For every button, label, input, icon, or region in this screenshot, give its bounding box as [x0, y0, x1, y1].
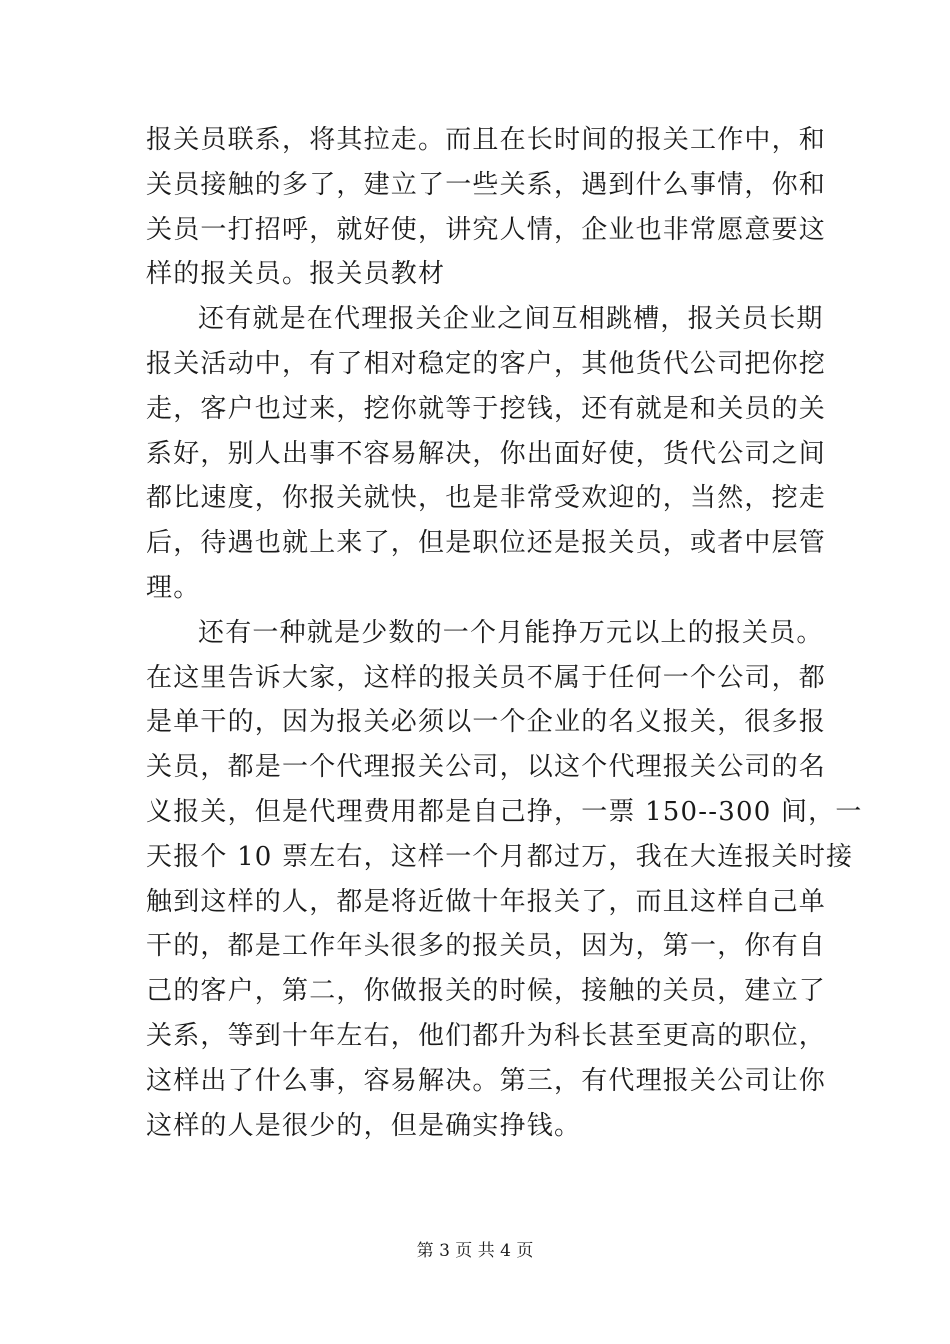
text-line: 关员接触的多了，建立了一些关系，遇到什么事情，你和	[146, 169, 827, 200]
text-line: 理。	[146, 572, 201, 603]
text-line: 是单干的，因为报关必须以一个企业的名义报关，很多报	[146, 707, 827, 738]
text-line: 关员一打招呼，就好使，讲究人情，企业也非常愿意要这	[146, 214, 827, 245]
text-line: 报关活动中，有了相对稳定的客户，其他货代公司把你挖	[146, 348, 827, 379]
paragraph-2	[146, 297, 827, 611]
text-line: 还有就是在代理报关企业之间互相跳槽，报关员长期	[198, 304, 824, 335]
text-line: 都比速度，你报关就快，也是非常受欢迎的，当然，挖走	[146, 483, 827, 514]
text-line: 样的报关员。报关员教材	[146, 259, 446, 290]
document-body	[146, 118, 863, 1148]
paragraph-3	[146, 611, 863, 1149]
text-line: 在这里告诉大家，这样的报关员不属于任何一个公司，都	[146, 662, 827, 693]
text-line: 干的，都是工作年头很多的报关员，因为，第一，你有自	[146, 931, 827, 962]
text-line: 义报关，但是代理费用都是自己挣，一票 150--300 间，一	[146, 796, 863, 827]
text-line: 关系，等到十年左右，他们都升为科长甚至更高的职位，	[146, 1020, 827, 1051]
page-footer	[0, 1241, 950, 1261]
text-line: 走，客户也过来，挖你就等于挖钱，还有就是和关员的关	[146, 393, 827, 424]
paragraph-1	[146, 118, 827, 297]
text-line: 系好，别人出事不容易解决，你出面好使，货代公司之间	[146, 438, 827, 469]
text-line: 还有一种就是少数的一个月能挣万元以上的报关员。	[198, 617, 824, 648]
text-line: 关员，都是一个代理报关公司，以这个代理报关公司的名	[146, 752, 827, 783]
text-line: 天报个 10 票左右，这样一个月都过万，我在大连报关时接	[146, 841, 854, 872]
text-line: 这样的人是很少的，但是确实挣钱。	[146, 1110, 582, 1141]
text-line: 报关员联系，将其拉走。而且在长时间的报关工作中，和	[146, 125, 827, 155]
text-line: 后，待遇也就上来了，但是职位还是报关员，或者中层管	[146, 528, 827, 559]
text-line: 这样出了什么事，容易解决。第三，有代理报关公司让你	[146, 1065, 827, 1096]
page-number-label: 第 3 页 共 4 页	[416, 1241, 534, 1261]
text-line: 触到这样的人，都是将近做十年报关了，而且这样自己单	[146, 886, 827, 917]
text-line: 己的客户，第二，你做报关的时候，接触的关员，建立了	[146, 976, 827, 1007]
